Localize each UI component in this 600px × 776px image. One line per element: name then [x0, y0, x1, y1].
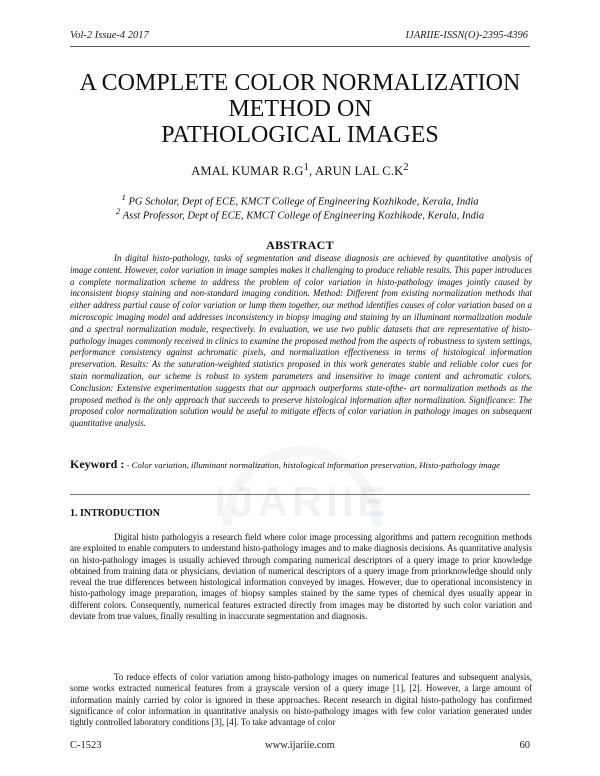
- section-rule: [70, 494, 530, 495]
- title-line-3: PATHOLOGICAL IMAGES: [161, 122, 439, 148]
- author-1-sup: 1: [303, 162, 310, 173]
- paper-title: [40, 70, 560, 148]
- footer-paper-id: C-1523: [70, 740, 102, 751]
- intro-paragraph-1: Digital histo pathologyis a research field where color image processing algorithms and pattern recognition methods are exploited to enable computers to understand histo-pathology images and to make diagnosis decisions. As quantitative analysis on histo-pathology images is usually achieved through comparing numerical descriptors of a query image to prior knowledge obtained from training data or physicians, deviation of numerical descriptors of a query image from priorknowledge should only reveal the true differences between histological information conveyed by images. However, due to operational inconsistency in histo-pathology image preparation, images of biopsy samples stained by the same types of chemical dyes usually appear in different colors. Consequently, numerical features extracted directly from images may be distorted by such color variation and deviate from true values, finally resulting in inaccurate segmentation and diagnosis.: [70, 532, 532, 622]
- footer-page-number: 60: [519, 740, 530, 751]
- section-heading-introduction: 1. INTRODUCTION: [70, 508, 161, 519]
- header-volume: Vol-2 Issue-4 2017: [70, 30, 149, 41]
- intro-paragraph-2: To reduce effects of color variation among histo-pathology images on numerical features and subsequent analysis, some works extracted numerical features from a grayscale version of a query image [1], [2]. However, a large amount of information mainly carried by color is ignored in these approaches. Recent research in digital histo-pathology has confirmed significance of color information in quantitative analysis on histo-pathology images with few color variation generated under tightly controlled laboratory conditions [3], [4]. To take advantage of color: [70, 672, 532, 728]
- affiliation-1-sup: 1: [121, 192, 126, 202]
- affiliation-1-text: PG Scholar, Dept of ECE, KMCT College of Engineering Kozhikode, Kerala, India: [128, 196, 479, 208]
- affiliation-2-text: Asst Professor, Dept of ECE, KMCT College of Engineering Kozhikode, Kerala, India: [122, 210, 485, 222]
- header-issn: IJARIIE-ISSN(O)-2395-4396: [405, 30, 528, 41]
- abstract-heading: ABSTRACT: [266, 238, 334, 252]
- author-list: [70, 162, 530, 179]
- affiliation-2-sup: 2: [115, 206, 121, 216]
- author-2: ARUN LAL C.K: [314, 164, 404, 179]
- footer-website: www.ijariie.com: [265, 740, 335, 751]
- abstract-text: In digital histo-pathology, tasks of segmentation and disease diagnosis are achieved by quantitative analysis of image content. However, color variation in image samples makes it challenging to produce reliable results. This paper introduces a complete normalization scheme to address the problem of color variation in histo-pathology images jointly caused by inconsistent biopsy staining and non-standard imaging condition. Method: Different from existing normalization methods that either address partial cause of color variation or lump them together, our method identifies causes of color variation based on a microscopic imaging model and addresses inconsistency in biopsy imaging and staining by an illuminant normalization module and a spectral normalization module, respectively. In evaluation, we use two public datasets that are representative of histo-pathology images commonly received in clinics to examine the proposed method from the aspects of robustness to system settings, performance consistency against achromatic pixels, and normalization effectiveness in terms of histological information preservation. Results: As the saturation-weighted statistics proposed in this work generates stable and reliable color cues for stain normalization, our scheme is robust to system parameters and insensitive to image content and achromatic colors. Conclusion: Extensive experimentation suggests that our approach outperforms state-ofthe- art normalization methods as the proposed method is the only approach that succeeds to preserve histological information after normalization. Significance: The proposed color normalization solution would be useful to mitigate effects of color variation in pathology images on subsequent quantitative analysis.: [70, 253, 532, 429]
- title-line-2: METHOD ON: [228, 96, 372, 122]
- keywords: [70, 458, 532, 471]
- keywords-text: - Color variation, illuminant normalization, histological information preservation, Histo-pathology image: [124, 460, 501, 470]
- author-separator: ,: [309, 164, 315, 179]
- title-line-1: A COMPLETE COLOR NORMALIZATION: [79, 70, 521, 96]
- author-2-sup: 2: [403, 162, 409, 173]
- header-rule: [70, 46, 530, 47]
- watermark-logo: IJARIIE: [214, 478, 390, 525]
- author-1: AMAL KUMAR R.G: [191, 164, 304, 179]
- affiliation-2: [70, 206, 530, 222]
- keywords-label: Keyword :: [70, 457, 125, 471]
